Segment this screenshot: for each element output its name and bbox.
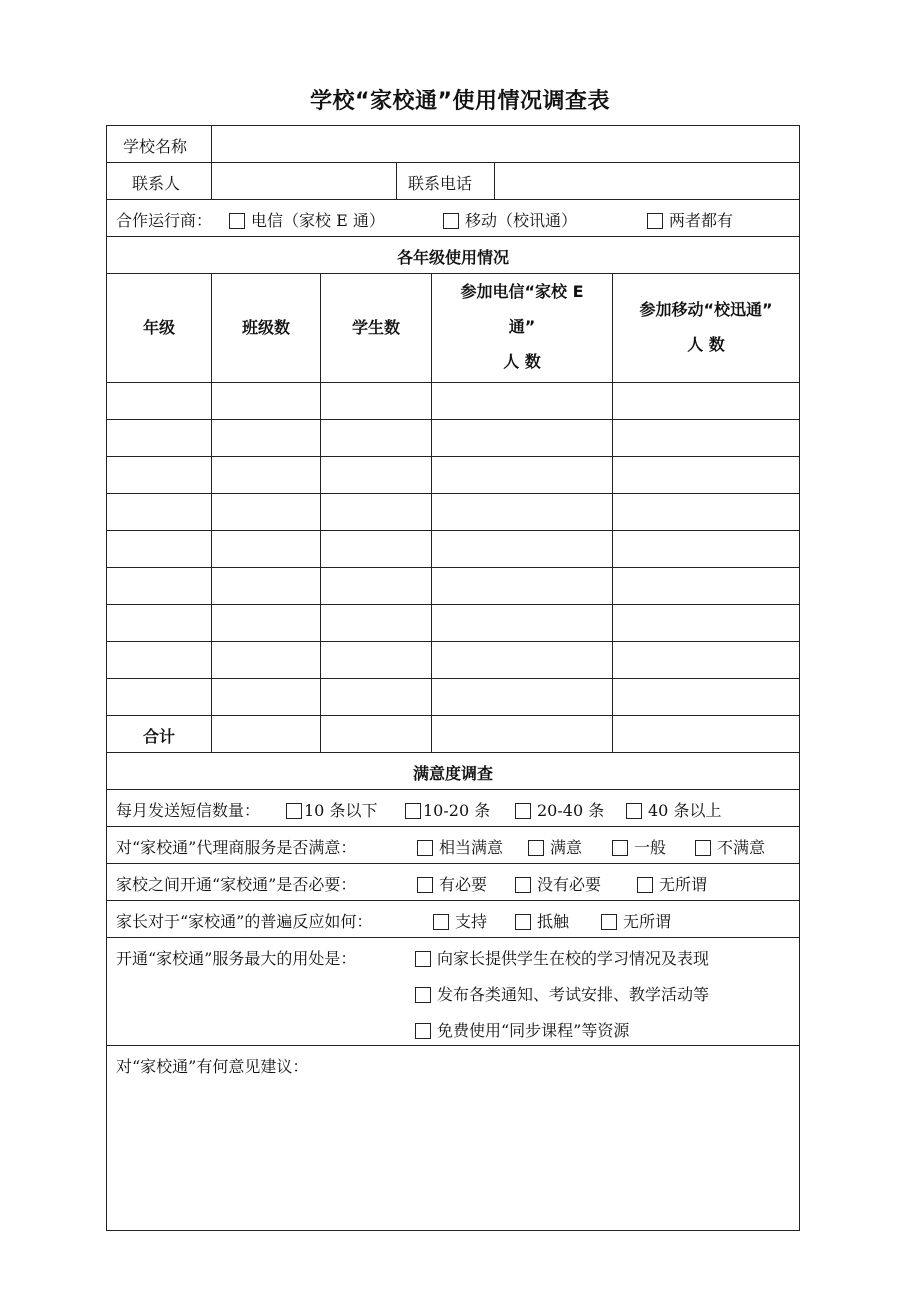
page-title: 学校“家校通”使用情况调查表 [310,89,610,114]
checkbox-icon[interactable] [515,877,531,893]
table-row [107,605,799,642]
biggest-use-label: 开通“家校通”服务最大的用处是： [116,949,357,968]
agent-option-3[interactable]: 一般 [612,835,666,858]
row-grade-section-title [107,237,799,274]
header-class-count: 班级数 [241,318,290,337]
row-biggest-use [107,938,799,1046]
contact-person-field[interactable] [212,163,395,199]
header-telecom-line3: 人 数 [503,352,541,371]
row-sms-count [107,790,799,827]
checkbox-icon[interactable] [626,803,642,819]
operator-option-mobile[interactable]: 移动（校讯通） [443,208,577,231]
checkbox-icon[interactable] [601,914,617,930]
table-row [107,568,799,605]
checkbox-icon[interactable] [415,1023,431,1039]
parent-reaction-label: 家长对于“家校通”的普遍反应如何： [116,912,373,931]
grade-table-header [107,274,799,383]
reaction-option-3[interactable]: 无所谓 [601,909,671,932]
table-row [107,642,799,679]
table-row [107,494,799,531]
checkbox-icon[interactable] [515,803,531,819]
checkbox-icon[interactable] [528,840,544,856]
row-parent-reaction [107,901,799,938]
agent-option-2[interactable]: 满意 [528,835,582,858]
header-grade: 年级 [142,318,175,337]
reaction-option-1[interactable]: 支持 [433,909,487,932]
suggestions-label: 对“家校通”有何意见建议： [116,1057,309,1076]
checkbox-icon[interactable] [695,840,711,856]
checkbox-icon[interactable] [647,213,663,229]
contact-phone-field[interactable] [495,163,799,199]
necessity-option-2[interactable]: 没有必要 [515,872,601,895]
necessity-label: 家校之间开通“家校通”是否必要： [116,875,357,894]
table-row [107,457,799,494]
satisfaction-title: 满意度调查 [412,764,493,783]
checkbox-icon[interactable] [286,803,302,819]
checkbox-icon[interactable] [415,951,431,967]
reaction-option-2[interactable]: 抵触 [515,909,569,932]
necessity-option-1[interactable]: 有必要 [417,872,487,895]
table-row [107,420,799,457]
sms-option-4[interactable]: 40 条以上 [626,798,721,821]
checkbox-icon[interactable] [515,914,531,930]
use-option-3[interactable]: 免费使用“同步课程”等资源 [415,1018,629,1041]
operator-option-telecom[interactable]: 电信（家校 E 通） [229,208,385,231]
school-name-field[interactable] [212,126,799,162]
table-row [107,679,799,716]
operator-option-both[interactable]: 两者都有 [647,208,733,231]
agent-option-4[interactable]: 不满意 [695,835,765,858]
suggestions-field[interactable] [107,1082,799,1230]
row-agent-satisfaction [107,827,799,864]
row-school-name [107,126,799,163]
necessity-option-3[interactable]: 无所谓 [637,872,707,895]
table-row [107,383,799,420]
row-contact [107,163,799,200]
contact-person-label: 联系人 [132,174,181,193]
checkbox-icon[interactable] [415,987,431,1003]
row-operator [107,200,799,237]
checkbox-icon[interactable] [637,877,653,893]
grade-section-title: 各年级使用情况 [396,248,509,267]
sms-option-2[interactable]: 10-20 条 [405,798,490,821]
checkbox-icon[interactable] [417,877,433,893]
use-option-2[interactable]: 发布各类通知、考试安排、教学活动等 [415,982,709,1005]
agent-option-1[interactable]: 相当满意 [417,835,503,858]
operator-label: 合作运行商： [116,211,213,230]
checkbox-icon[interactable] [405,803,421,819]
checkbox-icon[interactable] [612,840,628,856]
checkbox-icon[interactable] [443,213,459,229]
sms-count-label: 每月发送短信数量： [116,801,261,820]
header-mobile-line1: 参加移动“校迅通” [639,300,773,319]
row-necessity [107,864,799,901]
contact-phone-label: 联系电话 [408,174,473,193]
table-row [107,531,799,568]
total-label: 合计 [142,727,175,746]
agent-satisfaction-label: 对“家校通”代理商服务是否满意： [116,838,357,857]
header-student-count: 学生数 [351,318,400,337]
survey-form [106,125,800,1231]
school-name-label: 学校名称 [123,137,188,156]
sms-option-3[interactable]: 20-40 条 [515,798,604,821]
sms-option-1[interactable]: 10 条以下 [286,798,377,821]
header-telecom-line1: 参加电信“家校 E [460,282,584,301]
header-telecom-line2: 通” [508,317,536,336]
row-suggestions [107,1046,799,1230]
row-satisfaction-title [107,753,799,790]
checkbox-icon[interactable] [229,213,245,229]
use-option-1[interactable]: 向家长提供学生在校的学习情况及表现 [415,946,709,969]
checkbox-icon[interactable] [433,914,449,930]
checkbox-icon[interactable] [417,840,433,856]
header-mobile-line2: 人 数 [687,335,725,354]
table-total-row [107,716,799,753]
